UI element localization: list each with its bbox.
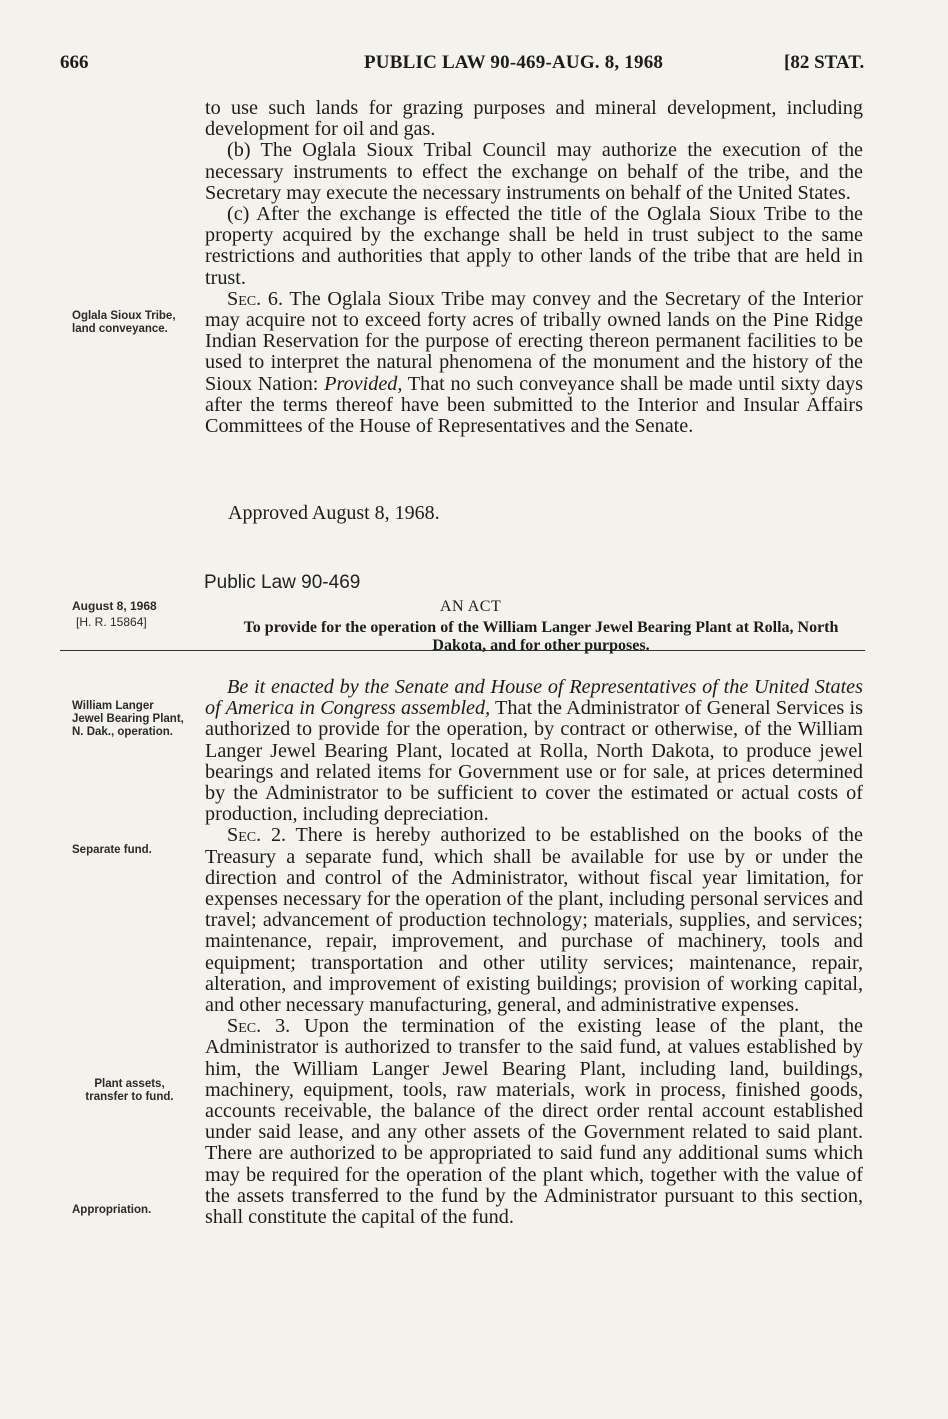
section-label: Sec. 3. — [227, 1015, 291, 1038]
section-6 — [205, 289, 863, 437]
page-number: 666 — [60, 52, 89, 73]
section-text: Upon the termination of the existing lease of the plant, the Administrator is authorized to transfer to the said fund, at values established by him, the William Langer Jewel Bearing Plant, including land, buildings, machinery, equipment, tools, raw materials, work in process, finished goods, accounts receivable, the balance of the direct order rental account established under said lease, and any other assets of the Government related to said plant. There are authorized to be appropriated to said fund any additional sums which may be required for the operation of the plant which, together with the value of the assets transferred to the fund by the Administrator pursuant to this section, shall constitute the capital of the fund. — [205, 1015, 864, 1229]
running-head: PUBLIC LAW 90-469-AUG. 8, 1968 — [364, 52, 664, 73]
section-2 — [205, 825, 863, 1016]
paragraph-b: (b) The Oglala Sioux Tribal Council may authorize the execution of the necessary instruments to effect the exchange on behalf of the tribe, and the Secretary may execute the necessary instruments on behalf of the United States. — [205, 139, 863, 204]
section-text-tail: That no such conveyance shall be made until sixty days after the terms thereof have been submitted to the Interior and Insular Affairs Committees of the House of Representatives and the Senate. — [205, 372, 863, 438]
margin-bill-number: [H. R. 15864] — [76, 615, 147, 629]
continued-section — [205, 98, 863, 437]
enacting-italic: Be it enacted by the Senate and House of Representatives of the United States of America in Congress assembled, — [205, 676, 863, 720]
section-label: Sec. 2. — [227, 824, 287, 847]
act-purpose: To provide for the operation of the William Langer Jewel Bearing Plant at Rolla, North Dakota, and for other purposes. — [243, 619, 839, 654]
paragraph-a-end: to use such lands for grazing purposes and mineral development, including development for oil and gas. — [205, 97, 863, 141]
public-law-title: Public Law 90-469 — [204, 572, 361, 593]
statute-reference: [82 STAT. — [784, 52, 865, 73]
enacting-text: That the Administrator of General Services is authorized to provide for the operation, by contract or otherwise, of the William Langer Jewel Bearing Plant, located at Rolla, North Dakota, to produce jewel bearings and related items for Government use or for sale, at prices determined by the Administrator to be sufficient to cover the estimated or actual costs of production, including depreciation. — [205, 697, 863, 826]
margin-note-fund: Separate fund. — [72, 844, 152, 856]
section-label: Sec. 6. — [227, 287, 283, 310]
section-text: The Oglala Sioux Tribe may convey and the Secretary of the Interior may acquire not to exceed forty acres of tribally owned lands on the Pine Ridge Indian Reservation for the purpose of erecting thereon permanent facilities to be used to interpret the natural phenomena of the monument and the history of the Sioux Nation: — [205, 287, 863, 395]
section-text: There is hereby authorized to be established on the books of the Treasury a separate fund, which shall be available for use by or under the direction and control of the Administrator, without fiscal year limitation, for expenses necessary for the operation of the plant, including personal services and travel; advancement of production technology; materials, supplies, and services; maintenance, repair, improvement, and purchase of machinery, tools and equipment; transportation and other utility services; maintenance, repair, alteration, and improvement of existing buildings; provision of working capital, and other necessary manufacturing, general, and administrative expenses. — [205, 824, 863, 1017]
section-3 — [205, 1016, 863, 1228]
act-heading: AN ACT — [440, 598, 502, 615]
provided-italic: Provided, — [324, 372, 403, 395]
margin-note-langer: William Langer Jewel Bearing Plant, N. Dak., operation. — [72, 700, 184, 738]
margin-note-appropriation: Appropriation. — [72, 1204, 152, 1216]
paragraph-c: (c) After the exchange is effected the title of the Oglala Sioux Tribe to the property acquired by the exchange shall be held in trust subject to the same restrictions and authorities that apply to other lands of the tribe that are held in trust. — [205, 203, 863, 289]
margin-date: August 8, 1968 — [72, 599, 157, 613]
margin-note-oglala: Oglala Sioux Tribe, land conveyance. — [72, 310, 176, 335]
approval-line: Approved August 8, 1968. — [228, 502, 440, 524]
enacting-clause — [205, 677, 863, 825]
margin-note-assets: Plant assets, transfer to fund. — [85, 1078, 174, 1103]
act-body — [205, 677, 863, 1228]
